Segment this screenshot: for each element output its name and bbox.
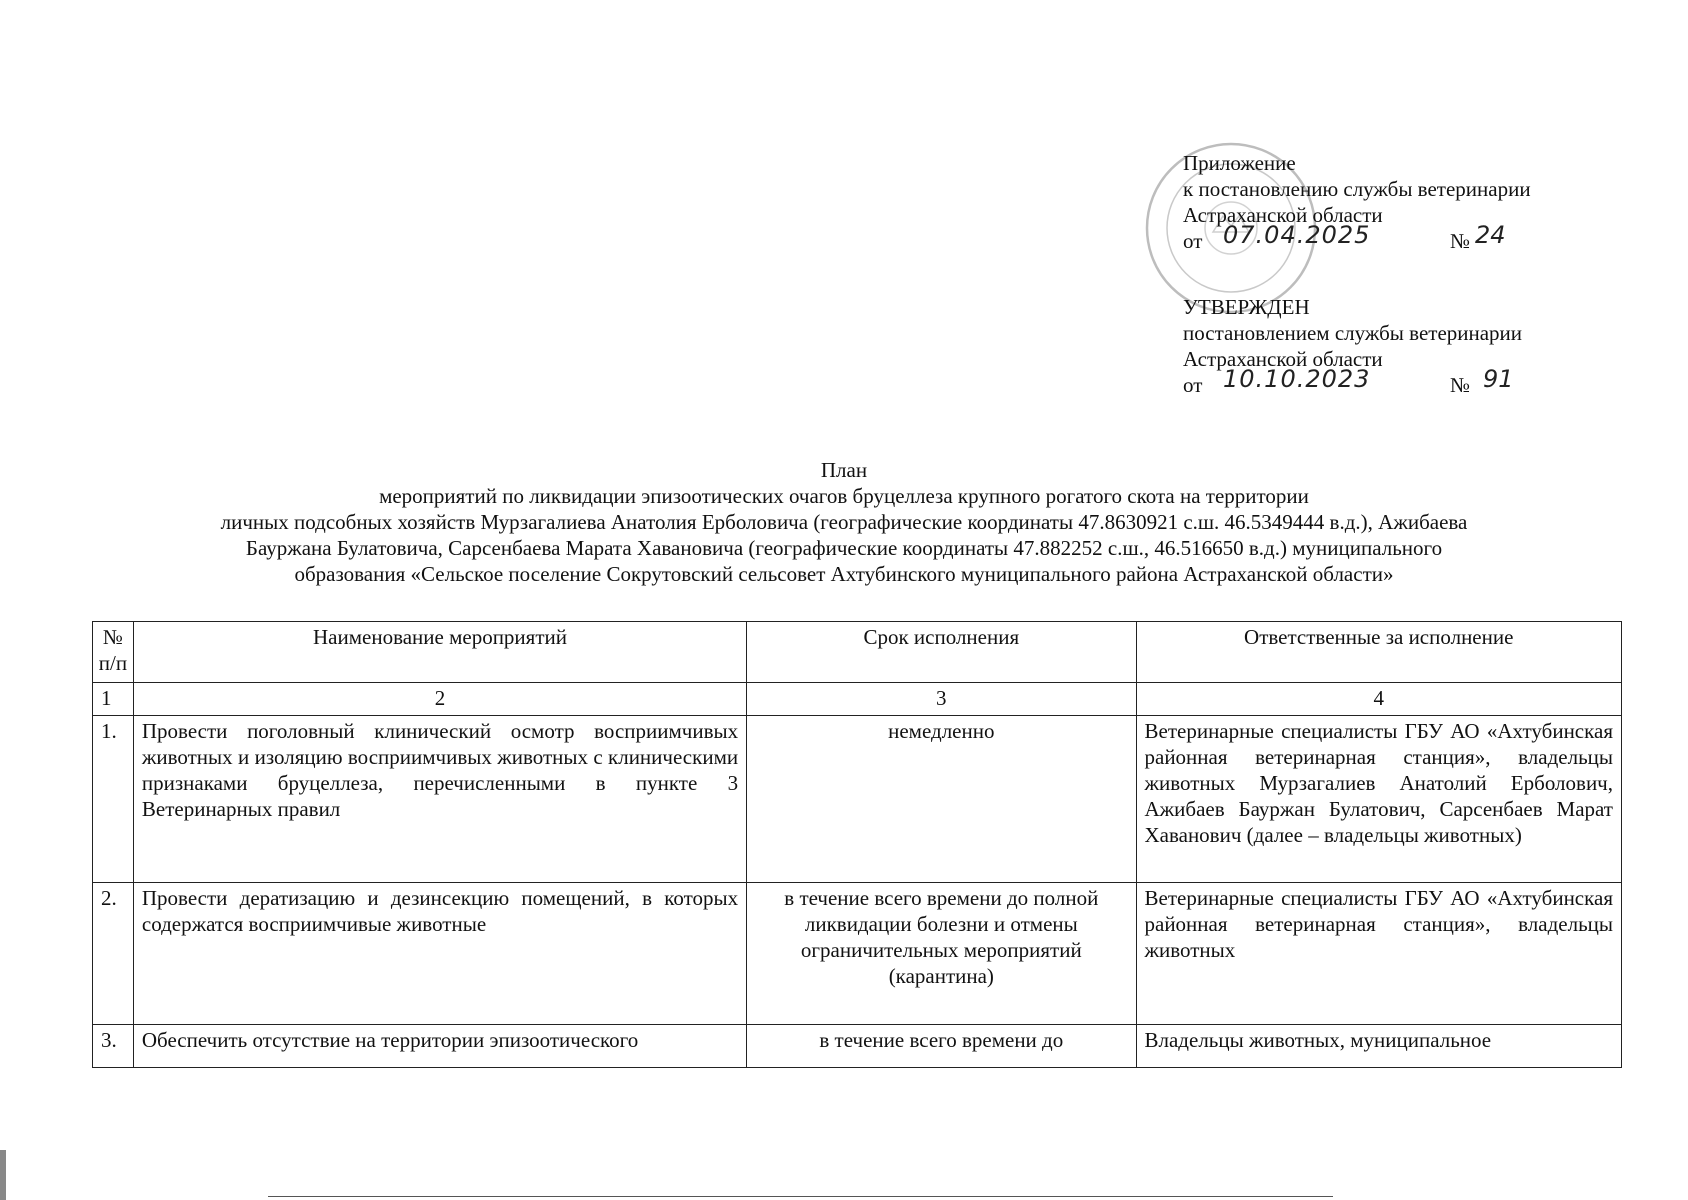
row-number: 3.: [93, 1025, 134, 1068]
appendix-date-row: [1183, 221, 1531, 254]
header-term: Срок исполнения: [747, 622, 1136, 683]
table-header-row: [93, 622, 1622, 683]
index-cell: 3: [747, 683, 1136, 716]
row-number: 2.: [93, 883, 134, 1025]
title-line-3: Бауржана Булатовича, Сарсенбаева Марата Хавановича (географические координаты 47.882252 с.ш., 46.516650 в.д.) муниципального: [245, 536, 1443, 560]
approved-date-prefix: от: [1183, 373, 1203, 397]
approved-line-3: Астраханской области: [1183, 347, 1383, 371]
table-row: [93, 1025, 1622, 1068]
approved-title: УТВЕРЖДЕН: [1183, 295, 1310, 319]
header-action: Наименование мероприятий: [133, 622, 746, 683]
index-cell: 4: [1136, 683, 1622, 716]
row-action: Провести дератизацию и дезинсекцию помещений, в которых содержатся восприимчивые животные: [133, 883, 746, 1025]
title-line-2: личных подсобных хозяйств Мурзагалиева Анатолия Ерболовича (географические координаты 47.8630921 с.ш. 46.5349444 в.д.), Ажибаева: [220, 510, 1468, 534]
approved-date: 10.10.2023: [1223, 365, 1371, 393]
row-term: в течение всего времени до полной ликвидации болезни и отмены ограничительных мероприятий: [784, 886, 1099, 962]
page-bottom-rule: [268, 1196, 1333, 1197]
row-number: 1.: [93, 716, 134, 883]
row-responsible: Владельцы животных, муниципальное: [1136, 1025, 1622, 1068]
appendix-number-label: №: [1450, 229, 1471, 253]
appendix-number: 24: [1475, 221, 1506, 249]
title-heading: План: [820, 458, 868, 482]
appendix-line-2: к постановлению службы ветеринарии: [1183, 177, 1531, 201]
appendix-title: Приложение: [1183, 151, 1296, 175]
appendix-date: 07.04.2025: [1223, 221, 1371, 249]
plan-table: [92, 621, 1622, 1068]
appendix-line-3: Астраханской области: [1183, 203, 1383, 227]
approved-number: 91: [1483, 365, 1514, 393]
header-responsible: Ответственные за исполнение: [1136, 622, 1622, 683]
scan-edge-mark: [0, 1150, 6, 1200]
index-cell: 2: [133, 683, 746, 716]
header-num: № п/п: [93, 622, 134, 683]
row-term-cell: [747, 883, 1136, 1025]
row-term-extra: (карантина): [888, 964, 994, 988]
table-row: [93, 883, 1622, 1025]
appendix-date-prefix: от: [1183, 229, 1203, 253]
row-term: в течение всего времени до: [747, 1025, 1136, 1068]
row-responsible: Ветеринарные специалисты ГБУ АО «Ахтубинская районная ветеринарная станция», владельцы животных Мурзагалиев Анатолий Ерболович, Ажибаев Бауржан Булатович, Сарсенбаев Марат Хаванович (далее – владельцы животных): [1136, 716, 1622, 883]
document-title: [100, 457, 1588, 587]
approved-number-label: №: [1450, 373, 1471, 397]
row-action: Провести поголовный клинический осмотр восприимчивых животных и изоляцию восприимчивых животных с клиническими признаками бруцеллеза, перечисленными в пункте 3 Ветеринарных правил: [133, 716, 746, 883]
column-index-row: [93, 683, 1622, 716]
approved-date-row: [1183, 365, 1531, 398]
table-row: [93, 716, 1622, 883]
title-line-4: образования «Сельское поселение Сокрутовский сельсовет Ахтубинского муниципального района Астраханской области»: [294, 562, 1394, 586]
row-responsible: Ветеринарные специалисты ГБУ АО «Ахтубинская районная ветеринарная станция», владельцы животных: [1136, 883, 1622, 1025]
row-term: немедленно: [747, 716, 1136, 883]
approval-header: [1183, 150, 1531, 398]
index-cell: 1: [93, 683, 134, 716]
title-line-1: мероприятий по ликвидации эпизоотических очагов бруцеллеза крупного рогатого скота на территории: [379, 484, 1309, 508]
approved-line-2: постановлением службы ветеринарии: [1183, 321, 1523, 345]
row-action: Обеспечить отсутствие на территории эпизоотического: [133, 1025, 746, 1068]
